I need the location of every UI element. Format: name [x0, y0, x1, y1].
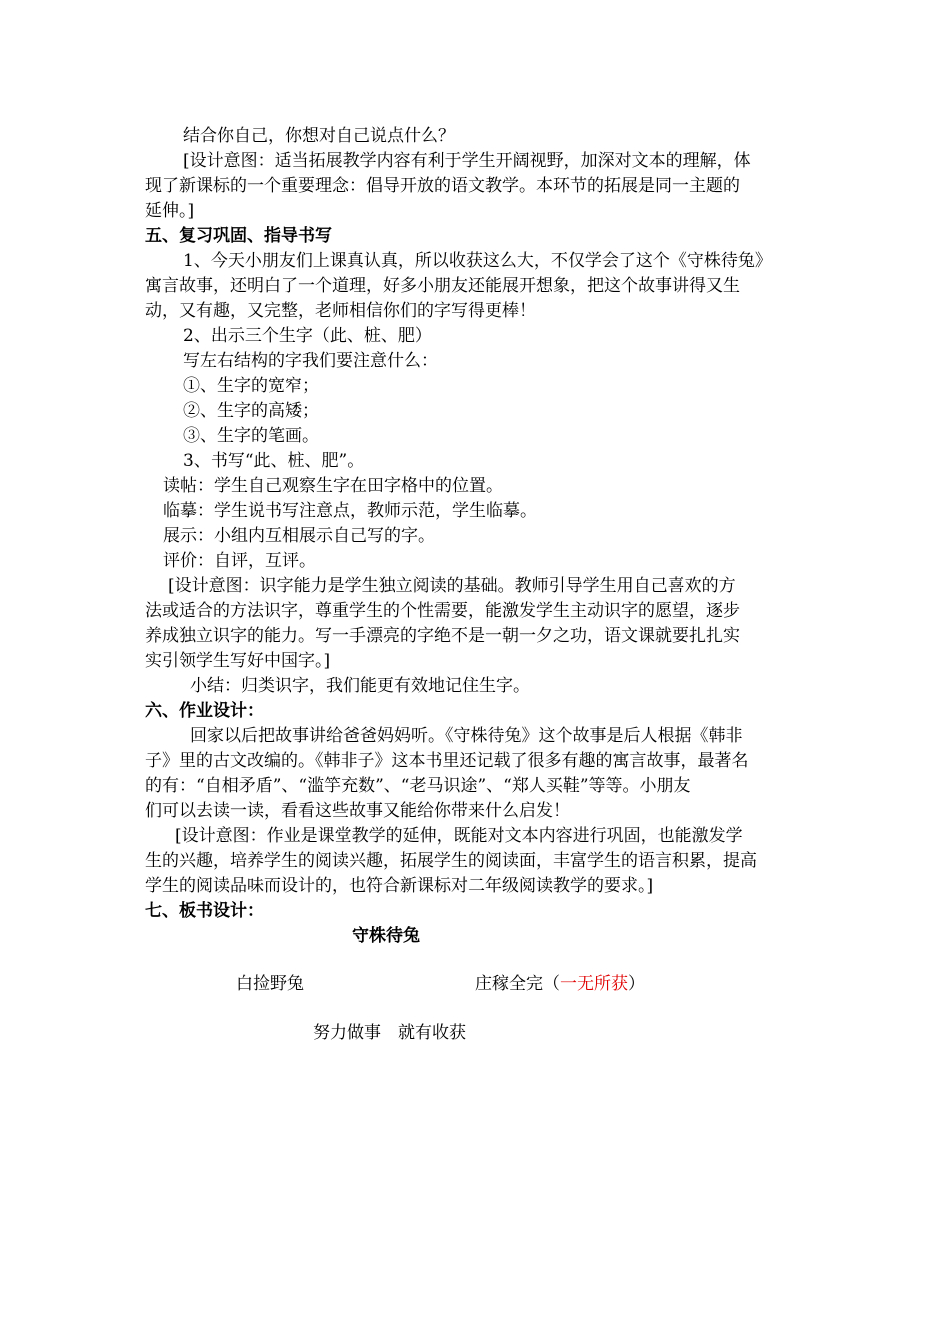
paragraph-line: 回家以后把故事讲给爸爸妈妈听。《守株待兔》这个故事是后人根据《韩非: [190, 726, 743, 746]
section-heading-5: 五、复习巩固、指导书写: [145, 226, 332, 246]
board-right-highlight: 一无所获: [560, 974, 628, 994]
paragraph-line: 们可以去读一读，看看这些故事又能给你带来什么启发！: [145, 801, 570, 821]
list-item: 评价：自评，互评。: [163, 551, 316, 571]
list-item: 写左右结构的字我们要注意什么：: [183, 351, 438, 371]
list-item: 临摹：学生说书写注意点，教师示范，学生临摹。: [163, 501, 537, 521]
paragraph-line: 1、今天小朋友们上课真认真，所以收获这么大，不仅学会了这个《守株待兔》: [183, 251, 772, 271]
board-bottom-text: 努力做事 就有收获: [313, 1023, 466, 1043]
design-intent-line: 养成独立识字的能力。写一手漂亮的字绝不是一朝一夕之功，语文课就要扎扎实: [145, 626, 740, 646]
board-right-prefix: 庄稼全完（: [475, 974, 560, 994]
design-intent-line: [设计意图：识字能力是学生独立阅读的基础。教师引导学生用自己喜欢的方: [168, 576, 736, 596]
design-intent-line: [设计意图：适当拓展教学内容有利于学生开阔视野，加深对文本的理解，体: [183, 151, 751, 171]
paragraph-line: 子》里的古文改编的。《韩非子》这本书里还记载了很多有趣的寓言故事，最著名: [145, 751, 749, 771]
summary-line: 小结：归类识字，我们能更有效地记住生字。: [190, 676, 530, 696]
board-left-text: 白捡野兔: [236, 974, 304, 994]
design-intent-line: [设计意图：作业是课堂教学的延伸，既能对文本内容进行巩固，也能激发学: [175, 826, 743, 846]
list-item: 读帖：学生自己观察生字在田字格中的位置。: [163, 476, 503, 496]
section-heading-7: 七、板书设计：: [145, 901, 264, 921]
design-intent-line: 实引领学生写好中国字。]: [145, 651, 331, 671]
list-item: ②、生字的高矮；: [183, 401, 319, 421]
board-right-text: [475, 972, 645, 996]
list-item: ①、生字的宽窄；: [183, 376, 319, 396]
section-heading-6: 六、作业设计：: [145, 701, 264, 721]
design-intent-line: 生的兴趣，培养学生的阅读兴趣，拓展学生的阅读面，丰富学生的语言积累，提高: [145, 851, 757, 871]
design-intent-line: 学生的阅读品味而设计的，也符合新课标对二年级阅读教学的要求。]: [145, 876, 654, 896]
paragraph-line: 动，又有趣，又完整，老师相信你们的字写得更棒！: [145, 301, 536, 321]
board-right-suffix: ）: [628, 974, 645, 994]
list-item: ③、生字的笔画。: [183, 426, 319, 446]
list-item: 2、出示三个生字（此、桩、肥）: [183, 326, 432, 346]
list-item: 3、书写“此、桩、肥”。: [183, 451, 365, 471]
board-title: 守株待兔: [352, 926, 420, 946]
paragraph-line: 的有：“自相矛盾”、“滥竽充数”、“老马识途”、“郑人买鞋”等等。小朋友: [145, 776, 691, 796]
paragraph-line: 寓言故事，还明白了一个道理，好多小朋友还能展开想象，把这个故事讲得又生: [145, 276, 740, 296]
design-intent-line: 现了新课标的一个重要理念：倡导开放的语文教学。本环节的拓展是同一主题的: [145, 176, 740, 196]
list-item: 展示：小组内互相展示自己写的字。: [163, 526, 435, 546]
design-intent-line: 法或适合的方法识字，尊重学生的个性需要，能激发学生主动识字的愿望，逐步: [145, 601, 740, 621]
paragraph-line: 结合你自己，你想对自己说点什么？: [183, 126, 455, 146]
design-intent-line: 延伸。]: [145, 201, 195, 221]
